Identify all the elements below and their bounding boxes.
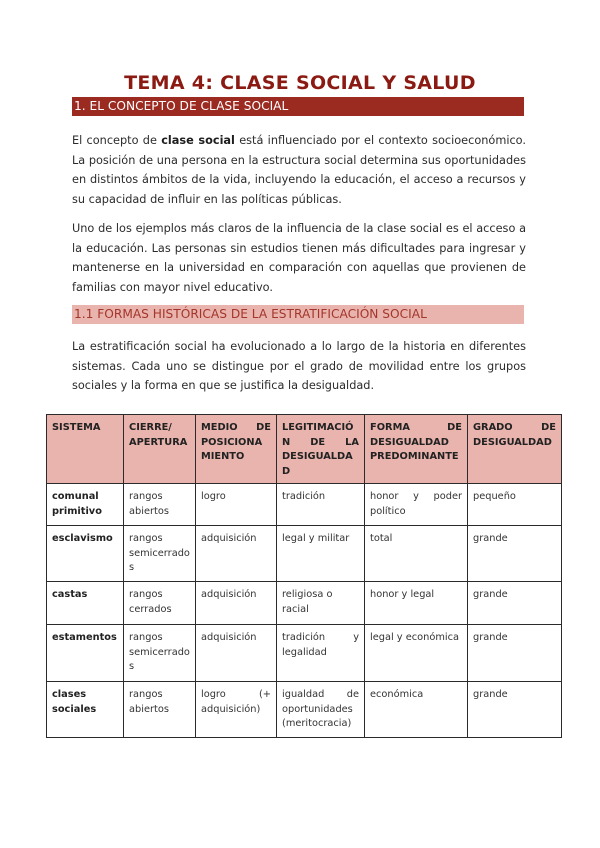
cell-grado: grande — [468, 625, 562, 682]
cell-cierre: rangos abiertos — [124, 682, 196, 738]
paragraph-text: está influenciado por el contexto socioeconómico. La posición de una persona en la estructura social determina sus oportunidades en distintos ámbitos de la vida, incluyendo la educación, el acceso a recursos y su capacidad de influir en las políticas públicas. — [72, 134, 526, 206]
cell-cierre: rangos semicerrados — [124, 625, 196, 682]
cell-medio: adquisición — [196, 582, 277, 625]
cell-legitimacion: igualdad de oportunidades (meritocracia) — [277, 682, 365, 738]
cell-cierre: rangos abiertos — [124, 484, 196, 526]
cell-grado: grande — [468, 682, 562, 738]
section-heading-1-1: 1.1 FORMAS HISTÓRICAS DE LA ESTRATIFICACIÓN SOCIAL — [72, 305, 524, 324]
paragraph-estratificacion: La estratificación social ha evolucionado a lo largo de la historia en diferentes sistemas. Cada uno se distingue por el grado de movilidad entre los grupos sociales y la forma en que se justifica la desigualdad. — [72, 340, 526, 393]
cell-sistema: comunal primitivo — [47, 484, 124, 526]
paragraph-educacion: Uno de los ejemplos más claros de la influencia de la clase social es el acceso a la educación. Las personas sin estudios tienen más dificultades para ingresar y mantenerse en la universidad en comparación con aquellas que provienen de familias con mayor nivel educativo. — [72, 222, 526, 294]
stratification-table — [46, 414, 562, 738]
cell-forma: legal y económica — [365, 625, 468, 682]
table-row — [47, 526, 562, 582]
cell-sistema: clases sociales — [47, 682, 124, 738]
header-cierre-apertura: CIERRE/ APERTURA — [124, 415, 196, 484]
table-row — [47, 582, 562, 625]
header-forma-desigualdad: FORMA DE DESIGUALDAD PREDOMINANTE — [365, 415, 468, 484]
section-heading-1: 1. EL CONCEPTO DE CLASE SOCIAL — [72, 97, 524, 116]
table-row — [47, 682, 562, 738]
bold-term: clase social — [161, 134, 235, 147]
page-title: TEMA 4: CLASE SOCIAL Y SALUD — [124, 72, 476, 94]
table-header-row — [47, 415, 562, 484]
cell-grado: grande — [468, 582, 562, 625]
cell-legitimacion: religiosa o racial — [277, 582, 365, 625]
cell-legitimacion: legal y militar — [277, 526, 365, 582]
cell-sistema: castas — [47, 582, 124, 625]
cell-cierre: rangos semicerrados — [124, 526, 196, 582]
cell-legitimacion: tradición y legalidad — [277, 625, 365, 682]
cell-medio: adquisición — [196, 625, 277, 682]
header-grado-desigualdad: GRADO DE DESIGUALDAD — [468, 415, 562, 484]
cell-cierre: rangos cerrados — [124, 582, 196, 625]
cell-medio: adquisición — [196, 526, 277, 582]
table-row — [47, 625, 562, 682]
header-sistema: SISTEMA — [47, 415, 124, 484]
header-legitimacion: LEGITIMACIÓN DE LA DESIGUALDAD — [277, 415, 365, 484]
cell-forma: honor y legal — [365, 582, 468, 625]
table-row — [47, 484, 562, 526]
cell-forma: honor y poder político — [365, 484, 468, 526]
paragraph-text: El concepto de — [72, 134, 162, 147]
cell-forma: económica — [365, 682, 468, 738]
header-medio-posicionamiento: MEDIO DE POSICIONA MIENTO — [196, 415, 277, 484]
cell-grado: pequeño — [468, 484, 562, 526]
cell-medio: logro — [196, 484, 277, 526]
cell-legitimacion: tradición — [277, 484, 365, 526]
cell-grado: grande — [468, 526, 562, 582]
paragraph-clase-social — [72, 131, 526, 209]
cell-forma: total — [365, 526, 468, 582]
cell-sistema: estamentos — [47, 625, 124, 682]
cell-medio: logro (+ adquisición) — [196, 682, 277, 738]
cell-sistema: esclavismo — [47, 526, 124, 582]
